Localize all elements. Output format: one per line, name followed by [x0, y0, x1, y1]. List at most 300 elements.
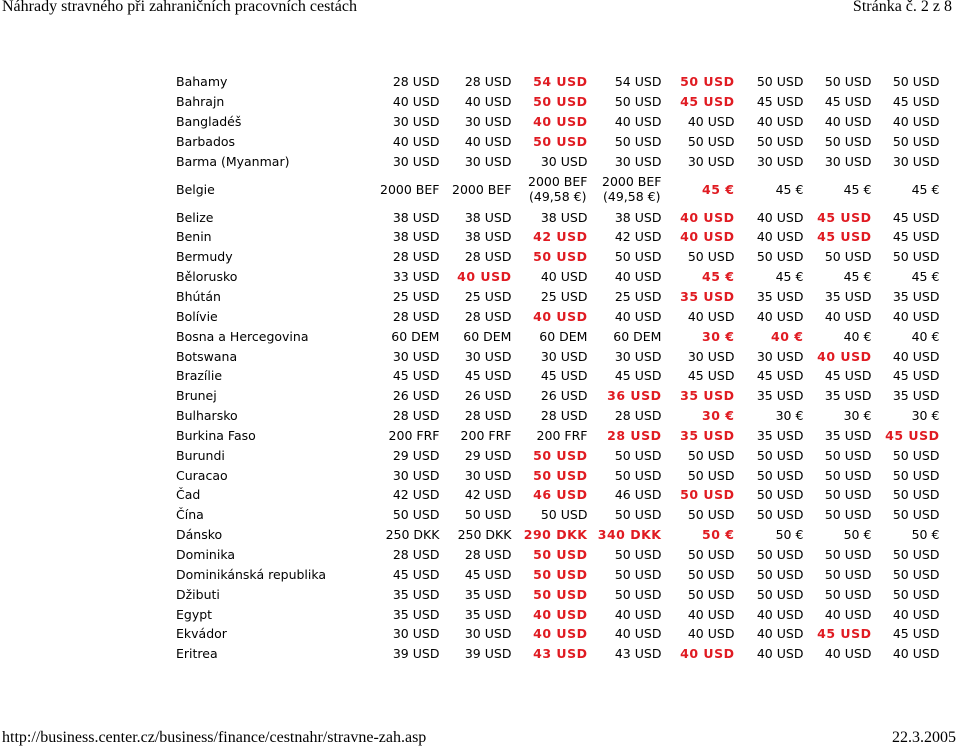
- rate-cell: [803, 426, 871, 446]
- rate-cell: [587, 644, 661, 664]
- rate-value: 38 USD: [614, 209, 662, 225]
- rate-value-changed: 45 USD: [817, 626, 872, 642]
- country-cell: Benin: [176, 229, 212, 245]
- rate-cell: [734, 287, 803, 307]
- table-row: [170, 72, 939, 92]
- rate-value: 30 USD: [392, 467, 440, 483]
- rate-value-changed: 46 USD: [533, 487, 588, 503]
- rate-value: 28 USD: [540, 408, 588, 424]
- rate-cell: [587, 485, 661, 505]
- rate-cell: [803, 386, 871, 406]
- rate-cell: [871, 151, 939, 171]
- country-cell: Bhútán: [176, 289, 221, 305]
- rate-value: 50 USD: [756, 74, 804, 90]
- rate-value: 50 USD: [687, 249, 735, 265]
- rate-value: 50 USD: [756, 467, 804, 483]
- rate-cell: [871, 267, 939, 287]
- rate-value: 25 USD: [392, 289, 440, 305]
- rate-cell: [661, 366, 734, 386]
- rate-value: 28 USD: [464, 546, 512, 562]
- country-cell: Bahamy: [176, 74, 228, 90]
- rate-value: 50 USD: [756, 566, 804, 582]
- rate-cell: [380, 366, 439, 386]
- rate-cell: [511, 171, 587, 207]
- rate-cell: [661, 485, 734, 505]
- rate-cell: [803, 644, 871, 664]
- rate-value: 60 DEM: [613, 328, 662, 344]
- rate-cell: [803, 584, 871, 604]
- rate-value-changed: 35 USD: [680, 289, 735, 305]
- rate-cell: [511, 267, 587, 287]
- rate-cell: [380, 465, 439, 485]
- rate-cell: [803, 346, 871, 366]
- rate-value: 40 USD: [892, 606, 940, 622]
- country-cell: Bosna a Hercegovina: [176, 328, 309, 344]
- rate-cell: [871, 92, 939, 112]
- rate-value-changed: 40 USD: [533, 114, 588, 130]
- rate-value-changed: 40 USD: [533, 626, 588, 642]
- rate-cell: [661, 564, 734, 584]
- rate-cell: [871, 366, 939, 386]
- rate-cell: [734, 151, 803, 171]
- rate-value: 26 USD: [392, 388, 440, 404]
- rate-value: 50 USD: [614, 94, 662, 110]
- rate-value: 30 USD: [614, 153, 662, 169]
- rate-value: 45 €: [843, 269, 872, 285]
- rate-value: 50 USD: [824, 487, 872, 503]
- rate-value: 42 USD: [464, 487, 512, 503]
- rate-cell: [661, 624, 734, 644]
- rate-cell: [380, 112, 439, 132]
- rate-cell: [734, 525, 803, 545]
- rate-cell: [439, 545, 511, 565]
- country-cell: Ekvádor: [176, 626, 227, 642]
- rate-cell: [587, 151, 661, 171]
- rate-cell: [439, 267, 511, 287]
- rate-cell: [734, 227, 803, 247]
- rate-cell: [803, 92, 871, 112]
- rate-value: 50 USD: [824, 447, 872, 463]
- rate-cell: [511, 406, 587, 426]
- rate-value: 28 USD: [464, 408, 512, 424]
- rate-value: 50 USD: [614, 249, 662, 265]
- rate-value: 30 USD: [392, 153, 440, 169]
- rate-cell: [871, 326, 939, 346]
- table-row: [170, 287, 939, 307]
- rate-cell: [871, 465, 939, 485]
- rate-value: 40 USD: [614, 269, 662, 285]
- rate-value: 50 USD: [756, 586, 804, 602]
- country-cell: Bangladéš: [176, 114, 242, 130]
- rate-value: 43 USD: [614, 646, 662, 662]
- rate-value-changed: 36 USD: [607, 388, 662, 404]
- rate-value: 50 USD: [614, 546, 662, 562]
- rate-value: 60 DEM: [463, 328, 512, 344]
- rate-cell: [439, 465, 511, 485]
- rate-cell: [661, 426, 734, 446]
- rate-value: 40 USD: [756, 114, 804, 130]
- rate-value-changed: 35 USD: [680, 388, 735, 404]
- rate-value: 45 USD: [756, 368, 804, 384]
- rate-cell: [803, 624, 871, 644]
- rate-cell: [871, 525, 939, 545]
- rate-cell: [380, 92, 439, 112]
- rate-cell: [871, 426, 939, 446]
- rate-value: 30 USD: [540, 153, 588, 169]
- rate-cell: [587, 426, 661, 446]
- rate-cell: [734, 644, 803, 664]
- rate-cell: [439, 386, 511, 406]
- rate-cell: [661, 267, 734, 287]
- rate-cell: [871, 287, 939, 307]
- rate-value-changed: 42 USD: [533, 229, 588, 245]
- rate-cell: [511, 426, 587, 446]
- rate-value: 46 USD: [614, 487, 662, 503]
- rate-cell: [734, 207, 803, 227]
- rate-cell: [380, 346, 439, 366]
- rate-value-changed: 50 USD: [680, 74, 735, 90]
- rate-value-changed: 40 USD: [457, 269, 512, 285]
- rate-cell: [661, 132, 734, 152]
- rate-cell: [380, 604, 439, 624]
- rate-value: 50 USD: [614, 467, 662, 483]
- table-row: [170, 306, 939, 326]
- rate-value: 50 €: [843, 527, 872, 543]
- rate-cell: [511, 644, 587, 664]
- rate-value-changed: 290 DKK: [523, 527, 588, 543]
- rate-cell: [439, 112, 511, 132]
- rate-value: 40 USD: [687, 114, 735, 130]
- rate-value: 50 USD: [892, 566, 940, 582]
- country-cell: Brunej: [176, 388, 217, 404]
- rate-value: 30 €: [775, 408, 804, 424]
- rate-cell: [380, 406, 439, 426]
- rate-cell: [587, 346, 661, 366]
- rate-value: 28 USD: [392, 249, 440, 265]
- country-cell: Čína: [176, 507, 204, 523]
- rate-cell: [511, 132, 587, 152]
- rate-value: 30 €: [911, 408, 940, 424]
- rate-cell: [511, 112, 587, 132]
- rate-value: 28 USD: [464, 308, 512, 324]
- rate-cell: [803, 564, 871, 584]
- rate-cell: [734, 306, 803, 326]
- rate-value: 35 USD: [756, 388, 804, 404]
- rate-cell: [734, 112, 803, 132]
- rate-cell: [871, 644, 939, 664]
- rate-cell: [587, 306, 661, 326]
- rate-value: 28 USD: [464, 74, 512, 90]
- rate-cell: [380, 545, 439, 565]
- country-cell: Bulharsko: [176, 408, 238, 424]
- table-row: [170, 445, 939, 465]
- rate-cell: [734, 465, 803, 485]
- rate-value: 40 USD: [824, 308, 872, 324]
- rate-value: 40 USD: [892, 348, 940, 364]
- rate-cell: [380, 267, 439, 287]
- rate-value: 30 USD: [392, 626, 440, 642]
- rate-value: 200 FRF: [460, 427, 512, 443]
- rate-cell: [439, 326, 511, 346]
- rate-cell: [871, 604, 939, 624]
- rate-cell: [661, 584, 734, 604]
- rate-value: 45 USD: [756, 94, 804, 110]
- rate-value: 50 USD: [824, 546, 872, 562]
- rate-value: 50 USD: [392, 507, 440, 523]
- rate-cell: [661, 445, 734, 465]
- rate-cell: [661, 465, 734, 485]
- rate-cell: [511, 505, 587, 525]
- rate-cell: [871, 505, 939, 525]
- rate-value: 50 USD: [756, 487, 804, 503]
- table-row: [170, 525, 939, 545]
- rate-cell: [380, 426, 439, 446]
- rate-cell: [871, 247, 939, 267]
- rate-cell: [380, 227, 439, 247]
- rate-value: 29 USD: [392, 447, 440, 463]
- table-row: [170, 624, 939, 644]
- rate-cell: [380, 207, 439, 227]
- rate-cell: [511, 92, 587, 112]
- rate-value: 45 USD: [464, 566, 512, 582]
- country-cell: Dánsko: [176, 527, 223, 543]
- rate-cell: [587, 406, 661, 426]
- rate-cell: [439, 207, 511, 227]
- rate-cell: [803, 306, 871, 326]
- rate-cell: [380, 584, 439, 604]
- rate-cell: [587, 112, 661, 132]
- table-row: [170, 151, 939, 171]
- rate-cell: [587, 132, 661, 152]
- rate-cell: [803, 525, 871, 545]
- rate-cell: [439, 644, 511, 664]
- rate-value: 40 €: [843, 328, 872, 344]
- rate-value-changed: 30 €: [702, 328, 735, 344]
- rate-value: 28 USD: [392, 408, 440, 424]
- rate-value: 28 USD: [614, 408, 662, 424]
- rate-cell: [380, 151, 439, 171]
- rate-value: 50 USD: [687, 467, 735, 483]
- rate-value: 35 USD: [756, 289, 804, 305]
- rate-cell: [439, 72, 511, 92]
- rate-value: 2000 BEF: [602, 174, 662, 190]
- rate-cell: [511, 445, 587, 465]
- table-row: [170, 485, 939, 505]
- page-number: Stránka č. 2 z 8: [852, 0, 952, 15]
- rate-cell: [661, 72, 734, 92]
- rate-cell: [871, 445, 939, 465]
- rate-value: 60 DEM: [391, 328, 440, 344]
- rate-cell: [661, 306, 734, 326]
- rate-value: 2000 BEF: [380, 181, 440, 197]
- rate-value: 40 USD: [756, 626, 804, 642]
- rate-cell: [587, 604, 661, 624]
- rate-value: 42 USD: [614, 229, 662, 245]
- rate-cell: [380, 287, 439, 307]
- rate-cell: [587, 624, 661, 644]
- meal-allowance-table: [170, 72, 939, 664]
- rate-cell: [587, 564, 661, 584]
- rate-value: 40 USD: [614, 626, 662, 642]
- rate-value: 29 USD: [464, 447, 512, 463]
- rate-value: 50 USD: [756, 546, 804, 562]
- rate-cell-multiline: [528, 174, 587, 204]
- rate-value: 33 USD: [392, 269, 440, 285]
- rate-cell: [803, 326, 871, 346]
- rate-value: 30 USD: [464, 153, 512, 169]
- rate-value: 45 USD: [892, 209, 940, 225]
- rate-value: 50 USD: [687, 447, 735, 463]
- rate-cell: [803, 465, 871, 485]
- table-row: [170, 92, 939, 112]
- rate-cell: [439, 92, 511, 112]
- rate-value: 40 USD: [392, 133, 440, 149]
- rate-cell: [734, 132, 803, 152]
- rate-cell: [661, 326, 734, 346]
- rate-cell: [439, 132, 511, 152]
- table-body: [170, 72, 939, 664]
- rate-cell: [439, 287, 511, 307]
- rate-cell: [511, 386, 587, 406]
- rate-value: 35 USD: [824, 289, 872, 305]
- source-url[interactable]: http://business.center.cz/business/finance/cestnahr/stravne-zah.asp: [2, 729, 427, 746]
- rate-value-changed: 40 USD: [817, 348, 872, 364]
- rate-cell: [511, 485, 587, 505]
- table-row: [170, 366, 939, 386]
- rate-value: 50 USD: [687, 566, 735, 582]
- rate-cell: [803, 445, 871, 465]
- rate-cell: [803, 151, 871, 171]
- rate-value-changed: 50 USD: [533, 94, 588, 110]
- rate-cell: [439, 485, 511, 505]
- rate-value: 50 USD: [687, 133, 735, 149]
- rate-cell: [439, 227, 511, 247]
- rate-value-changed: 50 USD: [533, 546, 588, 562]
- rate-cell: [439, 584, 511, 604]
- rate-value: 26 USD: [540, 388, 588, 404]
- rate-cell: [511, 207, 587, 227]
- table-row: [170, 505, 939, 525]
- rate-cell: [380, 306, 439, 326]
- rate-value-changed: 40 USD: [680, 646, 735, 662]
- rate-value: 45 USD: [892, 626, 940, 642]
- rate-value: 38 USD: [464, 229, 512, 245]
- country-cell: Barbados: [176, 133, 236, 149]
- rate-value: 45 USD: [892, 229, 940, 245]
- rate-cell: [587, 287, 661, 307]
- rate-value-changed: 50 €: [702, 527, 735, 543]
- rate-cell: [734, 485, 803, 505]
- rate-value: 50 USD: [892, 586, 940, 602]
- rate-cell: [380, 72, 439, 92]
- rate-cell: [734, 406, 803, 426]
- rate-value-changed: 50 USD: [533, 249, 588, 265]
- rate-cell: [803, 604, 871, 624]
- rate-cell: [661, 92, 734, 112]
- rate-value: 45 USD: [892, 94, 940, 110]
- rate-value: 50 USD: [892, 249, 940, 265]
- rate-cell: [380, 171, 439, 207]
- rate-value: 50 USD: [892, 74, 940, 90]
- rate-value: 2000 BEF: [528, 174, 588, 190]
- rate-value: 25 USD: [614, 289, 662, 305]
- country-cell: Čad: [176, 487, 201, 503]
- rate-cell: [803, 132, 871, 152]
- rate-value: 38 USD: [392, 229, 440, 245]
- rate-value-changed: 50 USD: [533, 566, 588, 582]
- rate-cell: [380, 624, 439, 644]
- rate-value: 50 USD: [614, 566, 662, 582]
- rate-cell: [871, 207, 939, 227]
- rate-cell: [661, 287, 734, 307]
- rate-value: 40 USD: [756, 229, 804, 245]
- rate-value: 38 USD: [464, 209, 512, 225]
- rate-value: 50 USD: [687, 546, 735, 562]
- rate-cell: [380, 132, 439, 152]
- rate-value: 50 USD: [756, 249, 804, 265]
- table-row: [170, 426, 939, 446]
- rate-cell: [587, 92, 661, 112]
- rate-cell: [511, 545, 587, 565]
- rate-value: 50 €: [775, 527, 804, 543]
- rate-value: 40 USD: [687, 606, 735, 622]
- rate-cell: [439, 171, 511, 207]
- rate-value: 26 USD: [464, 388, 512, 404]
- rate-cell: [511, 287, 587, 307]
- rate-value: 250 DKK: [457, 527, 512, 543]
- rate-value: 50 USD: [614, 586, 662, 602]
- rate-value-changed: 43 USD: [533, 646, 588, 662]
- rate-value: 45 USD: [824, 368, 872, 384]
- country-cell: Brazílie: [176, 368, 223, 384]
- rate-value: 30 USD: [464, 114, 512, 130]
- table-row: [170, 465, 939, 485]
- rate-value: 35 USD: [392, 606, 440, 622]
- rate-value: 35 USD: [824, 427, 872, 443]
- rate-cell: [734, 624, 803, 644]
- rate-value: 35 USD: [756, 427, 804, 443]
- rate-value: 50 USD: [614, 507, 662, 523]
- rate-value: 30 USD: [687, 153, 735, 169]
- rate-value: 40 USD: [614, 114, 662, 130]
- rate-value: 30 €: [843, 408, 872, 424]
- rate-cell: [661, 505, 734, 525]
- rate-value: 30 USD: [540, 348, 588, 364]
- rate-cell: [587, 207, 661, 227]
- rate-cell: [734, 72, 803, 92]
- rate-value: 50 USD: [464, 507, 512, 523]
- rate-value: 28 USD: [392, 308, 440, 324]
- rate-value: 250 DKK: [385, 527, 440, 543]
- rate-cell: [511, 564, 587, 584]
- rate-value: 50 USD: [824, 467, 872, 483]
- rate-value: 40 USD: [687, 308, 735, 324]
- rate-value: 30 USD: [824, 153, 872, 169]
- rate-cell: [803, 112, 871, 132]
- rate-value: 30 USD: [614, 348, 662, 364]
- rate-value-changed: 45 USD: [680, 94, 735, 110]
- rate-cell: [380, 505, 439, 525]
- rate-value: 40 USD: [824, 646, 872, 662]
- rate-value: 40 USD: [892, 114, 940, 130]
- rate-value-changed: 45 USD: [817, 209, 872, 225]
- rate-value: 50 USD: [824, 133, 872, 149]
- country-cell: Burkina Faso: [176, 427, 256, 443]
- rate-value: 30 USD: [464, 348, 512, 364]
- rate-cell: [803, 227, 871, 247]
- rate-cell: [734, 267, 803, 287]
- rate-cell: [511, 326, 587, 346]
